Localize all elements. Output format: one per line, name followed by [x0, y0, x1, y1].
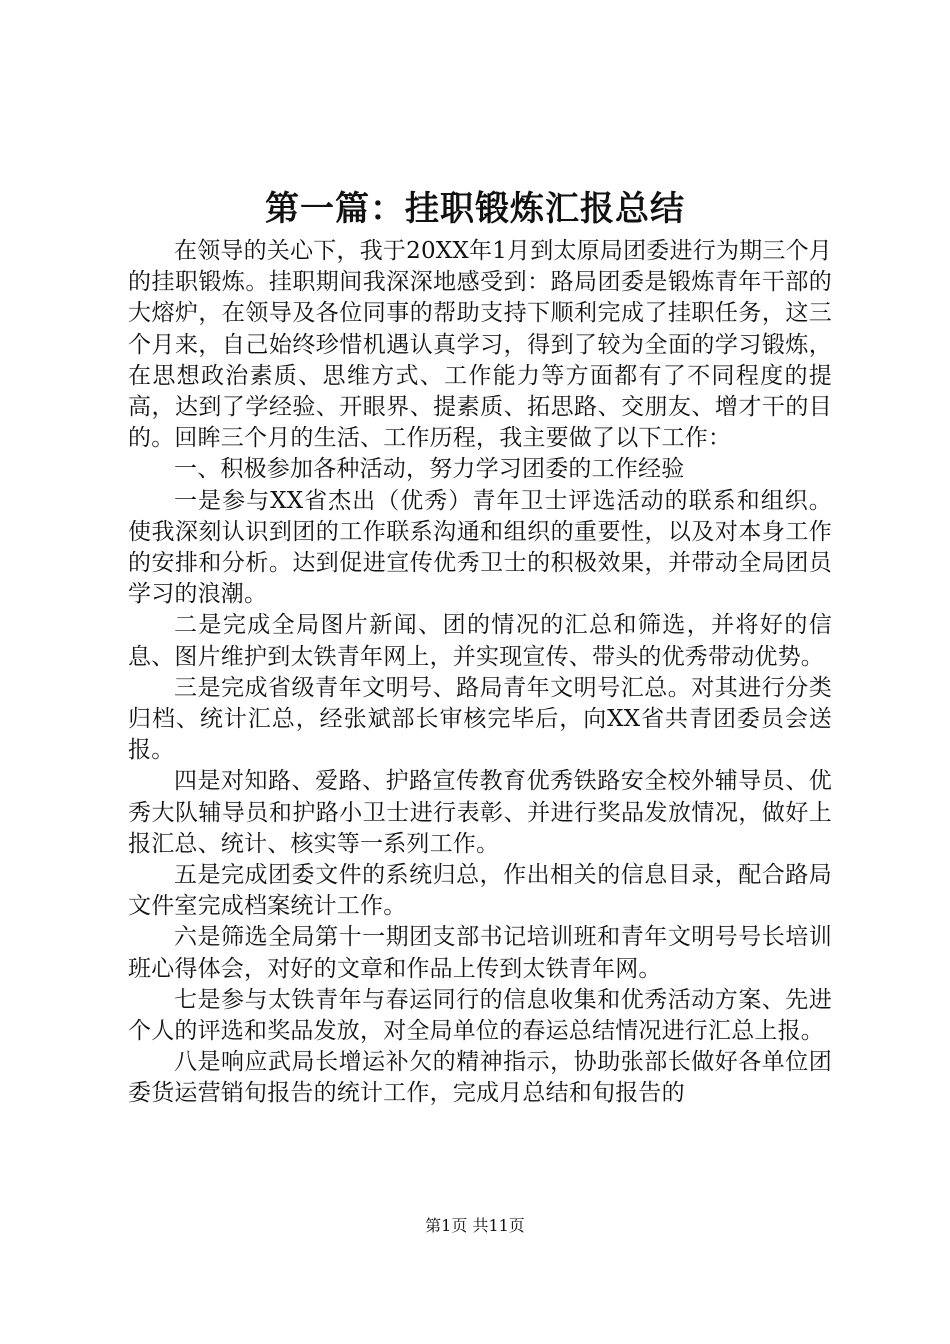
paragraph-item-3: 三是完成省级青年文明号、路局青年文明号汇总。对其进行分类归档、统计汇总，经张斌部长审核完毕后，向XX省共青团委员会送报。 [128, 674, 832, 764]
paragraph-item-8: 八是响应武局长增运补欠的精神指示，协助张部长做好各单位团委货运营销旬报告的统计工作，完成月总结和旬报告的 [128, 1049, 832, 1107]
page-footer: 第1页 共11页 [425, 1216, 525, 1235]
paragraph-item-4: 四是对知路、爱路、护路宣传教育优秀铁路安全校外辅导员、优秀大队辅导员和护路小卫士进行表彰、并进行奖品发放情况，做好上报汇总、统计、核实等一系列工作。 [128, 768, 832, 857]
paragraph-item-5: 五是完成团委文件的系统归总，作出相关的信息目录，配合路局文件室完成档案统计工作。 [128, 862, 832, 920]
paragraph-item-2: 二是完成全局图片新闻、团的情况的汇总和筛选，并将好的信息、图片维护到太铁青年网上，并实现宣传、带头的优秀带动优势。 [128, 612, 832, 670]
paragraph-item-6: 六是筛选全局第十一期团支部书记培训班和青年文明号号长培训班心得体会，对好的文章和作品上传到太铁青年网。 [128, 924, 832, 982]
document-body [128, 236, 832, 1110]
document-title: 第一篇：挂职锻炼汇报总结 [265, 189, 685, 229]
paragraph-item-7: 七是参与太铁青年与春运同行的信息收集和优秀活动方案、先进个人的评选和奖品发放，对全局单位的春运总结情况进行汇总上报。 [128, 986, 832, 1045]
paragraph-intro: 在领导的关心下，我于20XX年1月到太原局团委进行为期三个月的挂职锻炼。挂职期间我深深地感受到：路局团委是锻炼青年干部的大熔炉，在领导及各位同事的帮助支持下顺利完成了挂职任务，这三个月来，自己始终珍惜机遇认真学习，得到了较为全面的学习锻炼，在思想政治素质、思维方式、工作能力等方面都有了不同程度的提高，达到了学经验、开眼界、提素质、拓思路、交朋友、增才干的目的。回眸三个月的生活、工作历程，我主要做了以下工作： [128, 238, 832, 452]
section-heading-1: 一、积极参加各种活动，努力学习团委的工作经验 [174, 456, 685, 483]
paragraph-item-1: 一是参与XX省杰出（优秀）青年卫士评选活动的联系和组织。使我深刻认识到团的工作联系沟通和组织的重要性，以及对本身工作的安排和分析。达到促进宣传优秀卫士的积极效果，并带动全局团员学习的浪潮。 [128, 487, 832, 608]
